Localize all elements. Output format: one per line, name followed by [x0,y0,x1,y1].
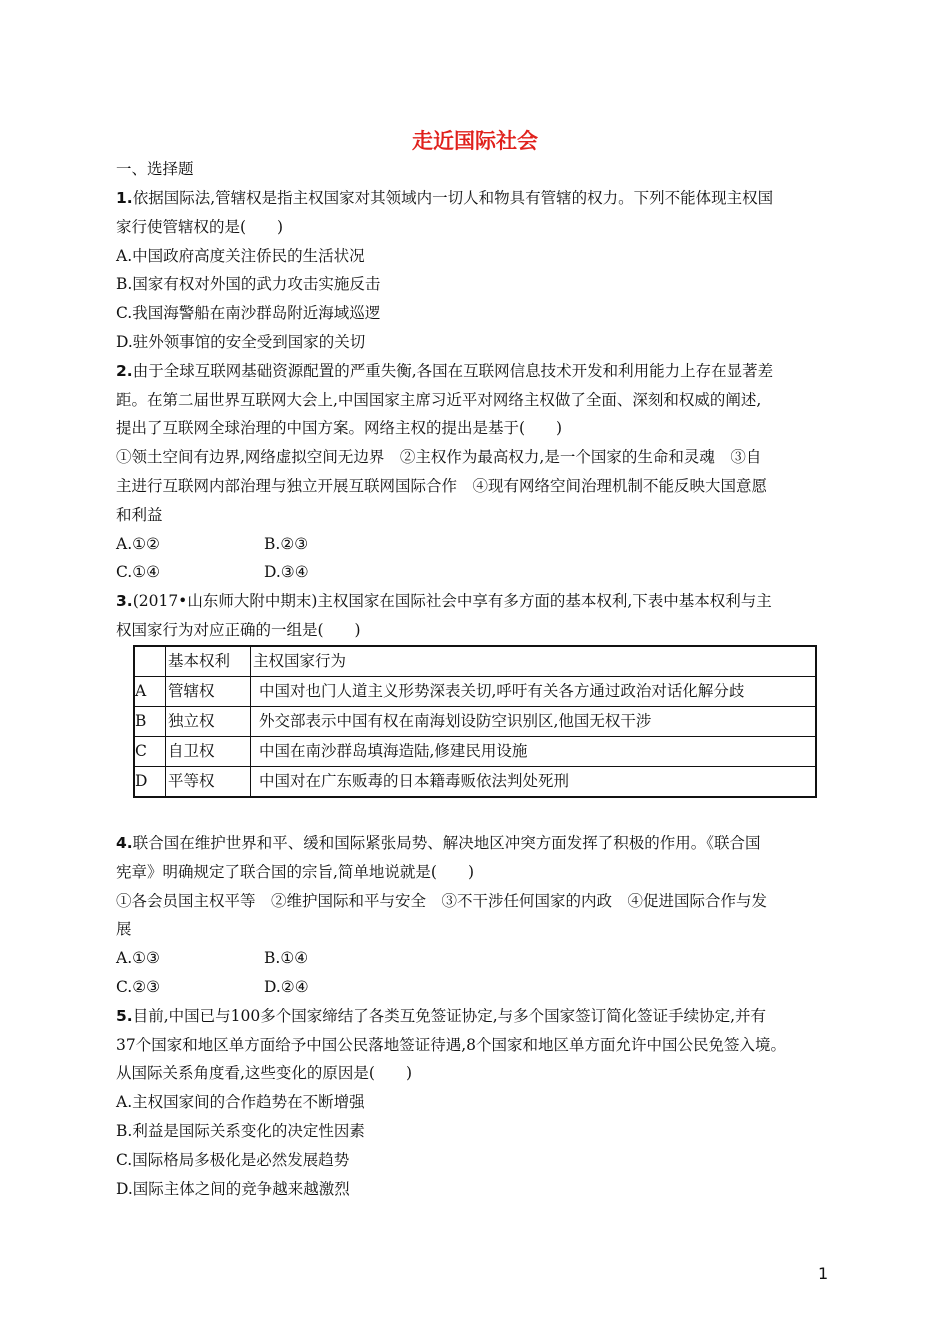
q2-stem-line: 距。在第二届世界互联网大会上,中国国家主席习近平对网络主权做了全面、深刻和权威的阐述, [116,391,762,409]
table-cell: 平等权 [166,767,251,798]
table-cell: B [134,707,166,737]
table-row [134,767,816,798]
section-heading: 一、选择题 [116,160,194,178]
table-row [134,737,816,767]
table-cell: 中国在南沙群岛填海造陆,修建民用设施 [251,737,817,767]
table-cell: 管辖权 [166,677,251,707]
q4-option-a: A.①③ [116,949,160,967]
q2-option-a: A.①② [116,535,160,553]
q2-option-d: D.③④ [264,563,309,581]
table-cell: 独立权 [166,707,251,737]
table-header-row [134,646,816,677]
table-cell: 中国对在广东贩毒的日本籍毒贩依法判处死刑 [251,767,817,798]
table-cell: A [134,677,166,707]
q4-item-line: ①各会员国主权平等 ②维护国际和平与安全 ③不干涉任何国家的内政 ④促进国际合作与发 [116,892,768,910]
page-number: 1 [818,1264,829,1283]
table-cell: 外交部表示中国有权在南海划设防空识别区,他国无权干涉 [251,707,817,737]
table-cell: C [134,737,166,767]
q2-option-b: B.②③ [264,535,309,553]
q5-option-d: D.国际主体之间的竞争越来越激烈 [116,1180,350,1198]
q3-stem-line: 3.(2017•山东师大附中期末)主权国家在国际社会中享有多方面的基本权利,下表中基本权利与主 [116,592,772,610]
q1-stem-line: 1.依据国际法,管辖权是指主权国家对其领域内一切人和物具有管辖的权力。下列不能体现主权国 [116,189,774,207]
q1-option-b: B.国家有权对外国的武力攻击实施反击 [116,275,381,293]
q1-option-a: A.中国政府高度关注侨民的生活状况 [116,247,365,265]
q2-item-line: ①领土空间有边界,网络虚拟空间无边界 ②主权作为最高权力,是一个国家的生命和灵魂 ③自 [116,448,762,466]
q2-item-line: 主进行互联网内部治理与独立开展互联网国际合作 ④现有网络空间治理机制不能反映大国意愿 [116,477,768,495]
q5-option-a: A.主权国家间的合作趋势在不断增强 [116,1093,365,1111]
table-row [134,677,816,707]
q1-number: 1. [116,189,133,207]
table-row [134,707,816,737]
table-header-cell: 基本权利 [166,646,251,677]
table-cell: 中国对也门人道主义形势深表关切,呼吁有关各方通过政治对话化解分歧 [251,677,817,707]
q2-stem-line: 提出了互联网全球治理的中国方案。网络主权的提出是基于( ) [116,419,563,437]
table-cell: D [134,767,166,798]
q5-option-c: C.国际格局多极化是必然发展趋势 [116,1151,350,1169]
q3-stem-line: 权国家行为对应正确的一组是( ) [116,621,361,639]
table-cell: 自卫权 [166,737,251,767]
q2-number: 2. [116,362,133,380]
q3-table [133,645,817,798]
q1-stem-line: 家行使管辖权的是( ) [116,218,284,236]
q5-stem-line: 5.目前,中国已与100多个国家缔结了各类互免签证协定,与多个国家签订简化签证手续协定,并有 [116,1007,767,1025]
q2-stem-line: 2.由于全球互联网基础资源配置的严重失衡,各国在互联网信息技术开发和利用能力上存在显著差 [116,362,774,380]
q2-item-line: 和利益 [116,506,163,524]
q1-option-d: D.驻外领事馆的安全受到国家的关切 [116,333,366,351]
q4-stem-line: 4.联合国在维护世界和平、缓和国际紧张局势、解决地区冲突方面发挥了积极的作用。《联合国 [116,834,761,852]
q4-option-c: C.②③ [116,978,161,996]
q5-number: 5. [116,1007,133,1025]
q4-item-line: 展 [116,920,132,938]
q2-option-c: C.①④ [116,563,161,581]
q4-number: 4. [116,834,133,852]
q5-stem-line: 从国际关系角度看,这些变化的原因是( ) [116,1064,413,1082]
q1-option-c: C.我国海警船在南沙群岛附近海域巡逻 [116,304,381,322]
q3-number: 3. [116,592,133,610]
table-header-cell: 主权国家行为 [251,646,817,677]
page-title: 走近国际社会 [412,129,538,153]
q4-option-b: B.①④ [264,949,309,967]
q5-option-b: B.利益是国际关系变化的决定性因素 [116,1122,365,1140]
q5-stem-line: 37个国家和地区单方面给予中国公民落地签证待遇,8个国家和地区单方面允许中国公民免签入境。 [116,1036,787,1054]
q4-option-d: D.②④ [264,978,309,996]
q4-stem-line: 宪章》明确规定了联合国的宗旨,简单地说就是( ) [116,863,475,881]
table-header-cell [134,646,166,677]
